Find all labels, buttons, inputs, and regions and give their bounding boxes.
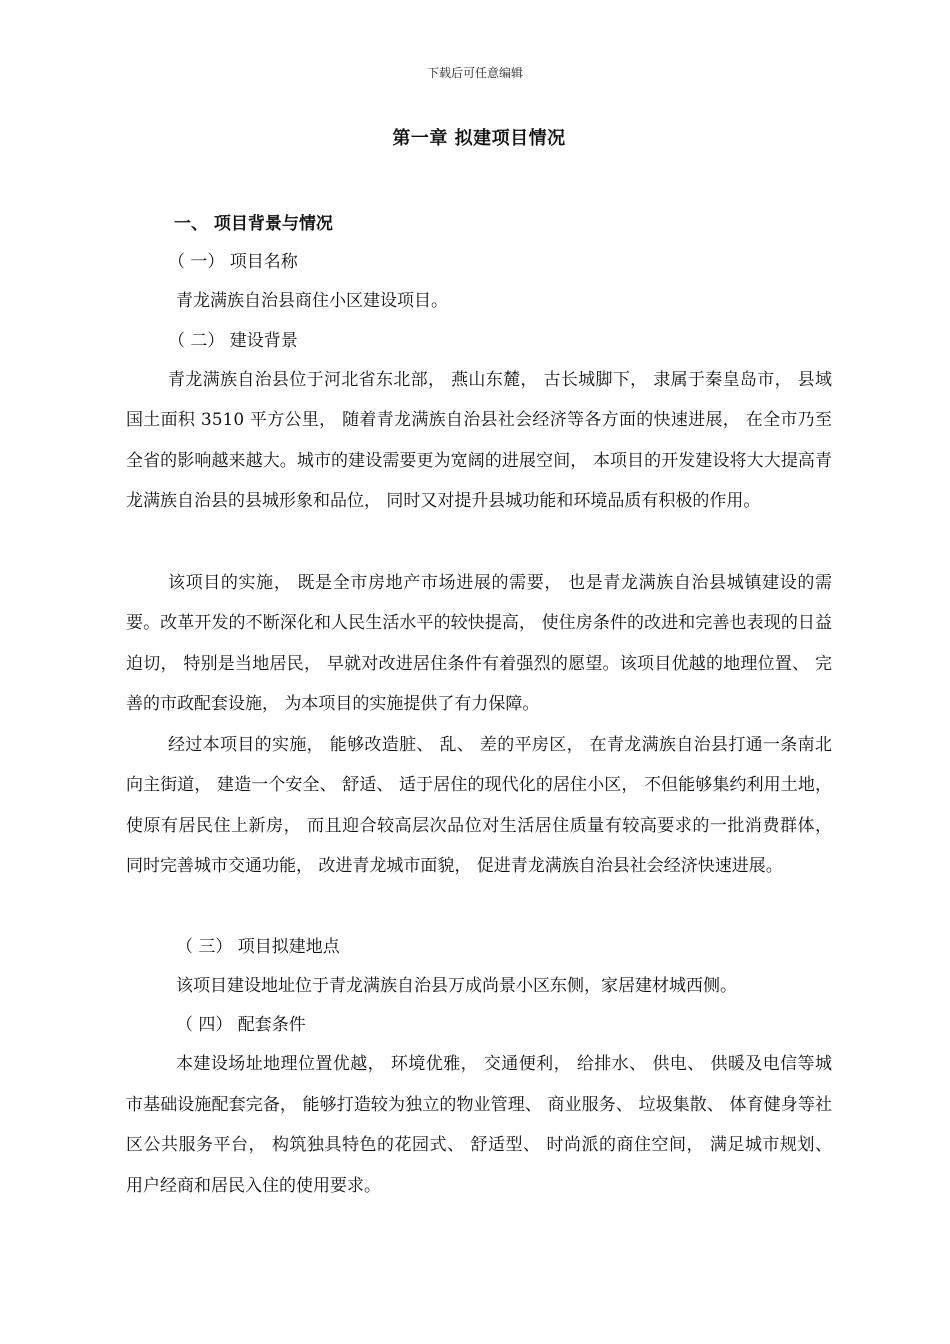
subsection-heading-name: （ 一） 项目名称 — [168, 252, 298, 272]
background-paragraph: 该项目的实施， 既是全市房地产市场进展的需要， 也是青龙满族自治县城镇建设的需要。改革开发的不断深化和人民生活水平的较快提高， 使住房条件的改进和完善也表现的日益迫切， 特别是当地居民， 早就对改进居住条件有着强烈的愿望。该项目优越的地理位置、 完善的市政配套设施， 为本项目的实施提供了有力保障。 — [126, 572, 832, 714]
header-note: 下载后可任意编辑 — [426, 66, 523, 80]
background-paragraph: 青龙满族自治县位于河北省东北部， 燕山东麓， 古长城脚下， 隶属于秦皇岛市， 县域国土面积 3510 平方公里， 随着青龙满族自治县社会经济等各方面的快速进展， 在全市乃至全省的影响越来越大。城市的建设需要更为宽阔的进展空间， 本项目的开发建设将大大提高青龙满族自治县的县城形象和品位， 同时又对提升县城功能和环境品质有积极的作用。 — [126, 369, 832, 511]
subsection-heading-conditions: （ 四） 配套条件 — [176, 1015, 306, 1035]
conditions-paragraph: 本建设场址地理位置优越， 环境优雅， 交通便利， 给排水、 供电、 供暖及电信等城市基础设施配套完备， 能够打造较为独立的物业管理、 商业服务、 垃圾集散、 体育健身等社区公共服务平台， 构筑独具特色的花园式、 舒适型、 时尚派的商住空间， 满足城市规划、 用户经商和居民入住的使用要求。 — [126, 1054, 832, 1196]
project-name-text: 青龙满族自治县商住小区建设项目。 — [176, 291, 448, 311]
subsection-heading-location: （ 三） 项目拟建地点 — [176, 936, 340, 957]
document-body — [126, 205, 832, 1206]
background-paragraph: 经过本项目的实施， 能够改造脏、 乱、 差的平房区， 在青龙满族自治县打通一条南北向主街道， 建造一个安全、 舒适、 适于居住的现代化的居住小区， 不但能够集约利用土地， 使原有居民住上新房， 而且迎合较高层次品位对生活居住质量有较高要求的一批消费群体， 同时完善城市交通功能， 改进青龙城市面貌， 促进青龙满族自治县社会经济快速进展。 — [126, 734, 832, 876]
section-heading: 一、 项目背景与情况 — [174, 214, 333, 234]
chapter-title: 第一章 拟建项目情况 — [392, 128, 566, 149]
location-text: 该项目建设地址位于青龙满族自治县万成尚景小区东侧，家居建材城西侧。 — [176, 975, 737, 996]
subsection-heading-background: （ 二） 建设背景 — [168, 330, 298, 351]
